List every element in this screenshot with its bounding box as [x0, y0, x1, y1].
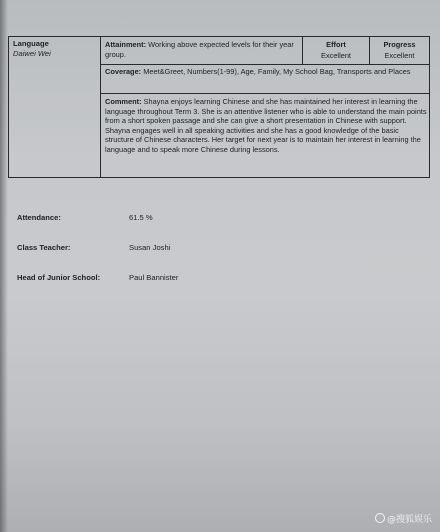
attainment-text: Working above expected levels for their year group.	[105, 40, 294, 59]
coverage-text: Meet&Greet, Numbers(1-99), Age, Family, My School Bag, Transports and Places	[143, 67, 411, 76]
comment-label: Comment:	[105, 97, 142, 106]
attainment-label: Attainment:	[105, 40, 147, 49]
column-divider	[100, 37, 101, 177]
subject-name: Language	[13, 39, 49, 48]
watermark	[375, 512, 432, 525]
effort-label: Effort	[326, 40, 346, 49]
coverage-cell	[105, 67, 427, 77]
effort-value: Excellent	[321, 51, 351, 60]
comment-cell	[105, 97, 427, 155]
coverage-label: Coverage:	[105, 67, 142, 76]
page-edge-shadow	[0, 0, 8, 532]
class-teacher-label: Class Teacher:	[17, 243, 71, 252]
watermark-text: @搜狐娱乐	[386, 515, 432, 525]
attendance-label: Attendance:	[17, 213, 61, 222]
attainment-cell	[105, 40, 301, 59]
class-teacher-value: Susan Joshi	[129, 243, 171, 252]
comment-text: Shayna enjoys learning Chinese and she has maintained her interest in learning the language throughout Term 3. She is an attentive listener who is able to understand the main points from a short spoken passage and she can give a short presentation in Chinese with support. Shayna engages well in all speaking activities and she has a good knowledge of the basic structure of Chinese characters. Her target for next year is to maintain her interest in learning the language and to speak more Chinese during lessons.	[105, 97, 427, 154]
weibo-icon	[375, 513, 385, 523]
row-divider	[100, 93, 429, 94]
head-of-school-value: Paul Bannister	[129, 273, 179, 282]
attendance-value: 61.5 %	[129, 213, 153, 222]
progress-value: Excellent	[384, 51, 415, 60]
subject-report-table	[8, 36, 430, 178]
progress-label: Progress	[383, 40, 416, 49]
head-of-school-label: Head of Junior School:	[17, 273, 101, 282]
row-divider	[100, 64, 429, 65]
teacher-name: Daiwei Wei	[13, 49, 51, 58]
